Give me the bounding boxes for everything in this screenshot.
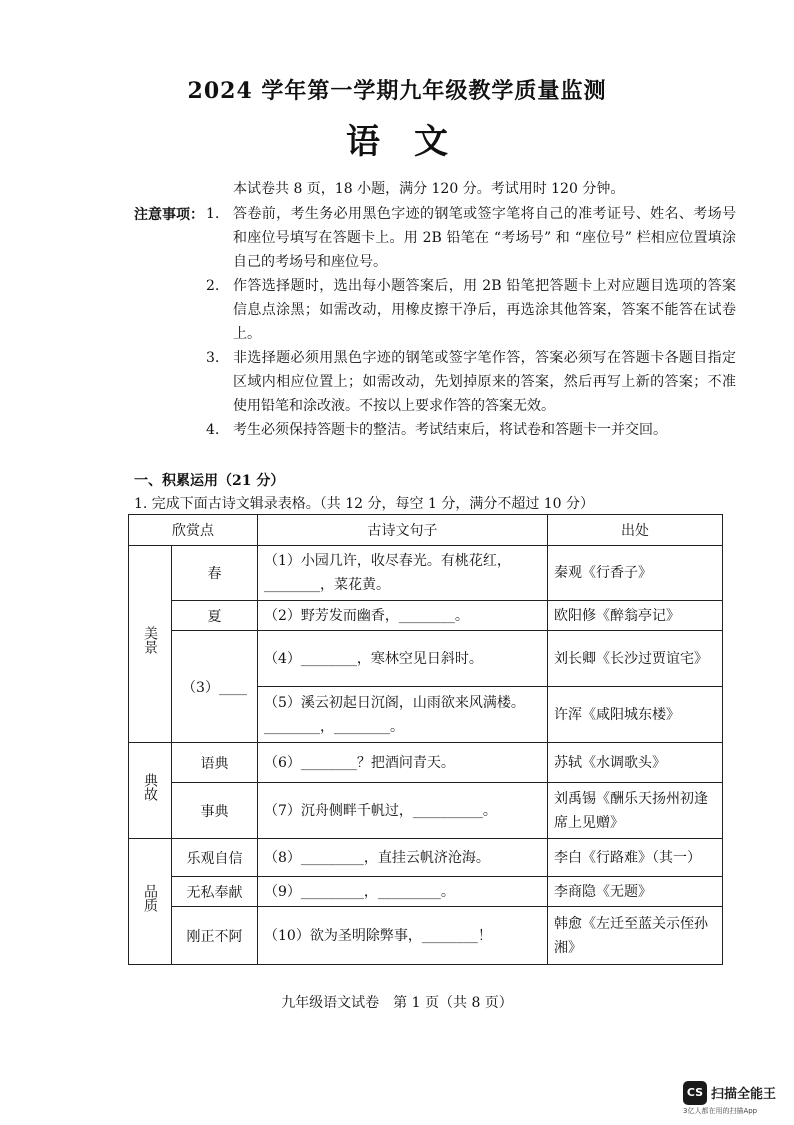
sentence-cell: （1）小园几许，收尽春光。有桃花红，________，菜花黄。 (258, 546, 548, 601)
sentence-cell: （4）________，寒林空见日斜时。 (258, 631, 548, 687)
table-row (129, 783, 723, 839)
category-scenery: 美景 (129, 546, 172, 743)
note-text: 考生必须保持答题卡的整洁。考试结束后，将试卷和答题卡一并交回。 (233, 422, 667, 438)
question-1-prompt: 1. 完成下面古诗文辑录表格。（共 12 分，每空 1 分，满分不超过 10 分） (134, 496, 595, 512)
point-cell: 夏 (172, 601, 258, 631)
header-source: 出处 (548, 515, 723, 546)
sentence-cell: （10）欲为圣明除弊事，________！ (258, 907, 548, 965)
watermark-app-name: 扫描全能王 (711, 1087, 777, 1102)
note-item (206, 202, 736, 274)
note-text: 非选择题必须用黑色字迹的钢笔或签字笔作答，答案必须写在答题卡各题目指定区域内相应位置上；如需改动，先划掉原来的答案，然后再写上新的答案；不准使用铅笔和涂改液。不按以上要求作答的答案无效。 (233, 350, 736, 414)
note-item (206, 346, 736, 418)
scanner-watermark (683, 1081, 787, 1117)
point-cell: 语典 (172, 743, 258, 783)
sentence-cell: （7）沉舟侧畔千帆过，__________。 (258, 783, 548, 839)
poetry-table (128, 514, 723, 965)
source-cell: 秦观《行香子》 (548, 546, 723, 601)
table-header-row (129, 515, 723, 546)
exam-title: 2024 学年第一学期九年级教学质量监测 (187, 78, 607, 104)
page-footer: 九年级语文试卷 第 1 页（共 8 页） (281, 995, 513, 1011)
note-number: 4. (206, 422, 220, 438)
sentence-cell: （9）_________，_________。 (258, 877, 548, 907)
header-sentence: 古诗文句子 (258, 515, 548, 546)
table-row (129, 631, 723, 687)
section-title: 一、积累运用（21 分） (134, 473, 285, 489)
exam-intro: 本试卷共 8 页，18 小题，满分 120 分。考试用时 120 分钟。 (233, 181, 625, 197)
source-cell: 刘禹锡《酬乐天扬州初逢席上见赠》 (548, 783, 723, 839)
source-cell: 欧阳修《醉翁亭记》 (548, 601, 723, 631)
watermark-tagline: 3亿人都在用的扫描App (683, 1107, 758, 1115)
point-cell: 刚正不阿 (172, 907, 258, 965)
source-cell: 韩愈《左迁至蓝关示侄孙湘》 (548, 907, 723, 965)
note-item (206, 418, 736, 442)
point-cell: 春 (172, 546, 258, 601)
point-cell: 乐观自信 (172, 839, 258, 877)
source-cell: 李白《行路难》（其一） (548, 839, 723, 877)
notes-list (206, 202, 736, 442)
point-cell: （3）____ (172, 631, 258, 743)
source-cell: 苏轼《水调歌头》 (548, 743, 723, 783)
table-row (129, 877, 723, 907)
table-row (129, 546, 723, 601)
category-character: 品质 (129, 839, 172, 965)
table-row (129, 601, 723, 631)
note-item (206, 274, 736, 346)
note-number: 3. (206, 350, 220, 366)
table-row (129, 839, 723, 877)
point-cell: 事典 (172, 783, 258, 839)
subject-title: 语文 (346, 122, 482, 162)
sentence-cell: （2）野芳发而幽香，________。 (258, 601, 548, 631)
note-number: 1. (206, 206, 220, 222)
category-allusion: 典故 (129, 743, 172, 839)
table-row (129, 907, 723, 965)
sentence-cell: （8）_________，直挂云帆济沧海。 (258, 839, 548, 877)
table-row (129, 743, 723, 783)
note-text: 答卷前，考生务必用黑色字迹的钢笔或签字笔将自己的准考证号、姓名、考场号和座位号填写在答题卡上。用 2B 铅笔在 “考场号” 和 “座位号” 栏相应位置填涂自己的考场号和座位号。 (233, 206, 736, 270)
point-cell: 无私奉献 (172, 877, 258, 907)
note-number: 2. (206, 278, 220, 294)
camscanner-logo-icon: CS (683, 1081, 707, 1105)
sentence-cell: （6）________？把酒问青天。 (258, 743, 548, 783)
sentence-cell: （5）溪云初起日沉阁，山雨欲来风满楼。________，________。 (258, 687, 548, 743)
source-cell: 刘长卿《长沙过贾谊宅》 (548, 631, 723, 687)
note-text: 作答选择题时，选出每小题答案后，用 2B 铅笔把答题卡上对应题目选项的答案信息点涂黑；如需改动，用橡皮擦干净后，再选涂其他答案，答案不能答在试卷上。 (233, 278, 736, 342)
notes-label: 注意事项： (134, 207, 204, 223)
source-cell: 许浑《咸阳城东楼》 (548, 687, 723, 743)
header-appreciation-point: 欣赏点 (129, 515, 258, 546)
source-cell: 李商隐《无题》 (548, 877, 723, 907)
